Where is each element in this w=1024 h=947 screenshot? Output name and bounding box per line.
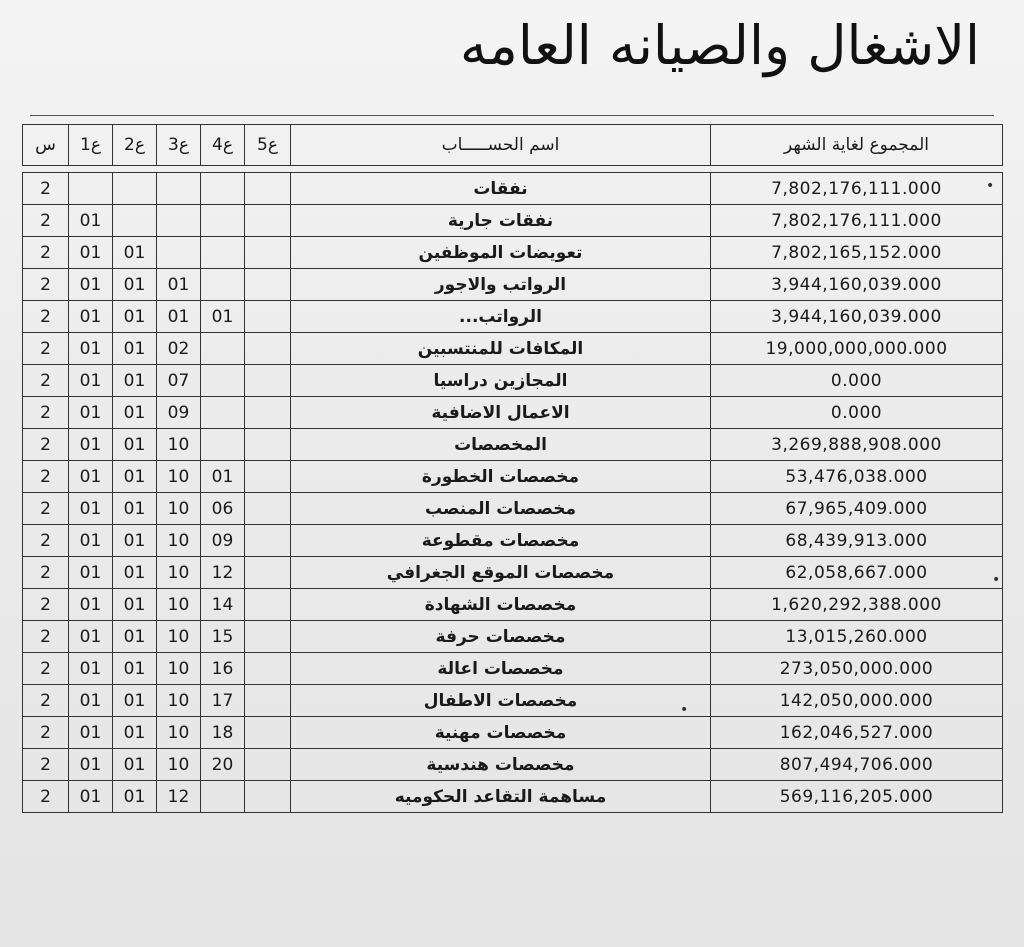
- cell-level-5: [245, 173, 291, 205]
- cell-level-4: 14: [201, 589, 245, 621]
- cell-level-3: 09: [157, 397, 201, 429]
- cell-level-4: [201, 781, 245, 813]
- cell-level-2: 01: [113, 557, 157, 589]
- cell-s: 2: [23, 653, 69, 685]
- cell-level-1: 01: [69, 333, 113, 365]
- cell-level-1: 01: [69, 301, 113, 333]
- cell-account-name: مخصصات مهنية: [291, 717, 711, 749]
- cell-level-2: 01: [113, 621, 157, 653]
- cell-level-5: [245, 717, 291, 749]
- cell-month-total: 273,050,000.000: [711, 653, 1003, 685]
- cell-s: 2: [23, 333, 69, 365]
- cell-s: 2: [23, 493, 69, 525]
- cell-account-name: مخصصات المنصب: [291, 493, 711, 525]
- cell-month-total: 1,620,292,388.000: [711, 589, 1003, 621]
- header-month-total: المجموع لغاية الشهر: [711, 125, 1003, 166]
- cell-account-name: مخصصات اعالة: [291, 653, 711, 685]
- table-row: [23, 333, 1003, 365]
- cell-level-5: [245, 493, 291, 525]
- cell-level-4: [201, 205, 245, 237]
- cell-s: 2: [23, 205, 69, 237]
- cell-account-name: مخصصات حرفة: [291, 621, 711, 653]
- cell-level-2: 01: [113, 333, 157, 365]
- cell-level-1: 01: [69, 397, 113, 429]
- cell-s: 2: [23, 525, 69, 557]
- page-title: الاشغال والصيانه العامه: [459, 14, 980, 77]
- cell-level-3: 01: [157, 301, 201, 333]
- cell-month-total: 7,802,165,152.000: [711, 237, 1003, 269]
- cell-account-name: مخصصات مقطوعة: [291, 525, 711, 557]
- cell-s: 2: [23, 749, 69, 781]
- title-divider: [30, 115, 994, 116]
- cell-account-name: مخصصات الشهادة: [291, 589, 711, 621]
- cell-level-5: [245, 333, 291, 365]
- cell-level-1: 01: [69, 205, 113, 237]
- pen-mark: •: [986, 178, 995, 194]
- cell-level-5: [245, 397, 291, 429]
- cell-level-4: [201, 397, 245, 429]
- cell-s: 2: [23, 461, 69, 493]
- cell-account-name: الرواتب والاجور: [291, 269, 711, 301]
- cell-level-1: 01: [69, 493, 113, 525]
- cell-level-2: [113, 173, 157, 205]
- cell-level-3: 10: [157, 557, 201, 589]
- cell-month-total: 3,944,160,039.000: [711, 301, 1003, 333]
- cell-s: 2: [23, 301, 69, 333]
- cell-level-4: [201, 173, 245, 205]
- table-row: [23, 429, 1003, 461]
- pen-mark: •: [680, 702, 689, 718]
- cell-level-3: 10: [157, 429, 201, 461]
- cell-level-4: [201, 365, 245, 397]
- cell-level-3: 10: [157, 685, 201, 717]
- cell-level-4: 16: [201, 653, 245, 685]
- cell-level-2: 01: [113, 237, 157, 269]
- cell-level-3: 02: [157, 333, 201, 365]
- cell-month-total: 7,802,176,111.000: [711, 173, 1003, 205]
- cell-level-1: 01: [69, 269, 113, 301]
- header-level-5: 5ع: [245, 125, 291, 166]
- cell-level-3: 07: [157, 365, 201, 397]
- cell-s: 2: [23, 269, 69, 301]
- cell-level-4: [201, 429, 245, 461]
- cell-month-total: 62,058,667.000: [711, 557, 1003, 589]
- table-row: [23, 653, 1003, 685]
- cell-account-name: نفقات: [291, 173, 711, 205]
- header-gap: [23, 166, 1003, 173]
- cell-level-5: [245, 749, 291, 781]
- cell-level-4: 09: [201, 525, 245, 557]
- cell-level-1: 01: [69, 685, 113, 717]
- cell-level-5: [245, 685, 291, 717]
- table-row: [23, 237, 1003, 269]
- cell-level-2: 01: [113, 653, 157, 685]
- cell-month-total: 142,050,000.000: [711, 685, 1003, 717]
- cell-level-1: 01: [69, 365, 113, 397]
- cell-level-1: 01: [69, 429, 113, 461]
- header-level-1: 1ع: [69, 125, 113, 166]
- cell-level-4: 20: [201, 749, 245, 781]
- cell-s: 2: [23, 173, 69, 205]
- table-row: [23, 717, 1003, 749]
- cell-level-4: [201, 237, 245, 269]
- cell-level-5: [245, 237, 291, 269]
- cell-level-4: [201, 269, 245, 301]
- table-row: [23, 589, 1003, 621]
- table-row: [23, 269, 1003, 301]
- cell-level-4: 01: [201, 461, 245, 493]
- cell-level-4: [201, 333, 245, 365]
- table-row: [23, 525, 1003, 557]
- table-row: [23, 301, 1003, 333]
- cell-account-name: الرواتب...: [291, 301, 711, 333]
- cell-level-5: [245, 621, 291, 653]
- pen-mark: •: [992, 572, 1001, 588]
- cell-account-name: مساهمة التقاعد الحكوميه: [291, 781, 711, 813]
- cell-level-1: 01: [69, 621, 113, 653]
- cell-level-4: 18: [201, 717, 245, 749]
- cell-level-3: 10: [157, 589, 201, 621]
- cell-month-total: 19,000,000,000.000: [711, 333, 1003, 365]
- cell-level-3: 10: [157, 525, 201, 557]
- cell-level-3: 10: [157, 717, 201, 749]
- table-row: [23, 461, 1003, 493]
- cell-level-1: 01: [69, 461, 113, 493]
- cell-level-3: [157, 237, 201, 269]
- cell-level-1: 01: [69, 717, 113, 749]
- cell-level-2: 01: [113, 461, 157, 493]
- cell-month-total: 7,802,176,111.000: [711, 205, 1003, 237]
- cell-account-name: مخصصات هندسية: [291, 749, 711, 781]
- table-row: [23, 397, 1003, 429]
- cell-s: 2: [23, 685, 69, 717]
- table-row: [23, 365, 1003, 397]
- cell-level-5: [245, 653, 291, 685]
- cell-month-total: 569,116,205.000: [711, 781, 1003, 813]
- cell-level-2: 01: [113, 269, 157, 301]
- cell-month-total: 53,476,038.000: [711, 461, 1003, 493]
- cell-level-5: [245, 589, 291, 621]
- table-header-row: [23, 125, 1003, 166]
- cell-month-total: 162,046,527.000: [711, 717, 1003, 749]
- cell-account-name: المجازين دراسيا: [291, 365, 711, 397]
- cell-level-2: 01: [113, 685, 157, 717]
- header-level-4: 4ع: [201, 125, 245, 166]
- cell-level-4: 15: [201, 621, 245, 653]
- cell-level-5: [245, 781, 291, 813]
- cell-account-name: مخصصات الخطورة: [291, 461, 711, 493]
- cell-level-3: 10: [157, 653, 201, 685]
- cell-s: 2: [23, 589, 69, 621]
- table-row: [23, 749, 1003, 781]
- cell-level-2: 01: [113, 749, 157, 781]
- cell-level-3: 10: [157, 493, 201, 525]
- cell-level-5: [245, 269, 291, 301]
- cell-level-2: 01: [113, 493, 157, 525]
- cell-s: 2: [23, 237, 69, 269]
- cell-level-5: [245, 301, 291, 333]
- cell-level-3: 12: [157, 781, 201, 813]
- cell-level-2: 01: [113, 781, 157, 813]
- table-row: [23, 173, 1003, 205]
- cell-level-3: [157, 173, 201, 205]
- header-s: س: [23, 125, 69, 166]
- cell-s: 2: [23, 365, 69, 397]
- cell-month-total: 13,015,260.000: [711, 621, 1003, 653]
- cell-account-name: تعويضات الموظفين: [291, 237, 711, 269]
- cell-account-name: نفقات جارية: [291, 205, 711, 237]
- cell-level-1: 01: [69, 749, 113, 781]
- cell-s: 2: [23, 621, 69, 653]
- cell-level-2: 01: [113, 589, 157, 621]
- cell-month-total: 0.000: [711, 365, 1003, 397]
- cell-level-1: 01: [69, 653, 113, 685]
- cell-month-total: 67,965,409.000: [711, 493, 1003, 525]
- cell-level-2: [113, 205, 157, 237]
- table-row: [23, 621, 1003, 653]
- cell-level-1: 01: [69, 237, 113, 269]
- cell-level-5: [245, 365, 291, 397]
- table-row: [23, 205, 1003, 237]
- cell-level-5: [245, 525, 291, 557]
- cell-month-total: 3,269,888,908.000: [711, 429, 1003, 461]
- cell-month-total: 3,944,160,039.000: [711, 269, 1003, 301]
- cell-level-5: [245, 205, 291, 237]
- cell-level-2: 01: [113, 429, 157, 461]
- cell-level-2: 01: [113, 525, 157, 557]
- header-level-2: 2ع: [113, 125, 157, 166]
- cell-level-2: 01: [113, 397, 157, 429]
- cell-s: 2: [23, 781, 69, 813]
- cell-s: 2: [23, 429, 69, 461]
- table-row: [23, 493, 1003, 525]
- cell-level-1: [69, 173, 113, 205]
- cell-account-name: المكافات للمنتسبين: [291, 333, 711, 365]
- header-level-3: 3ع: [157, 125, 201, 166]
- cell-s: 2: [23, 717, 69, 749]
- cell-level-2: 01: [113, 365, 157, 397]
- cell-s: 2: [23, 557, 69, 589]
- cell-level-3: 10: [157, 461, 201, 493]
- cell-account-name: مخصصات الموقع الجغرافي: [291, 557, 711, 589]
- table-row: [23, 685, 1003, 717]
- table-row: [23, 557, 1003, 589]
- cell-level-4: 06: [201, 493, 245, 525]
- cell-level-3: 10: [157, 621, 201, 653]
- cell-level-1: 01: [69, 557, 113, 589]
- cell-level-2: 01: [113, 301, 157, 333]
- cell-level-3: [157, 205, 201, 237]
- cell-level-5: [245, 557, 291, 589]
- cell-level-5: [245, 429, 291, 461]
- cell-s: 2: [23, 397, 69, 429]
- cell-month-total: 0.000: [711, 397, 1003, 429]
- cell-level-4: 01: [201, 301, 245, 333]
- cell-level-3: 01: [157, 269, 201, 301]
- header-account-name: اسم الحســـــاب: [291, 125, 711, 166]
- cell-level-5: [245, 461, 291, 493]
- cell-level-1: 01: [69, 589, 113, 621]
- cell-level-2: 01: [113, 717, 157, 749]
- table-row: [23, 781, 1003, 813]
- cell-month-total: 68,439,913.000: [711, 525, 1003, 557]
- cell-level-4: 12: [201, 557, 245, 589]
- cell-month-total: 807,494,706.000: [711, 749, 1003, 781]
- table-body: [23, 173, 1003, 813]
- cell-level-1: 01: [69, 781, 113, 813]
- cell-account-name: المخصصات: [291, 429, 711, 461]
- cell-level-3: 10: [157, 749, 201, 781]
- accounts-table: [22, 124, 1003, 813]
- cell-account-name: مخصصات الاطفال: [291, 685, 711, 717]
- cell-level-1: 01: [69, 525, 113, 557]
- cell-account-name: الاعمال الاضافية: [291, 397, 711, 429]
- cell-level-4: 17: [201, 685, 245, 717]
